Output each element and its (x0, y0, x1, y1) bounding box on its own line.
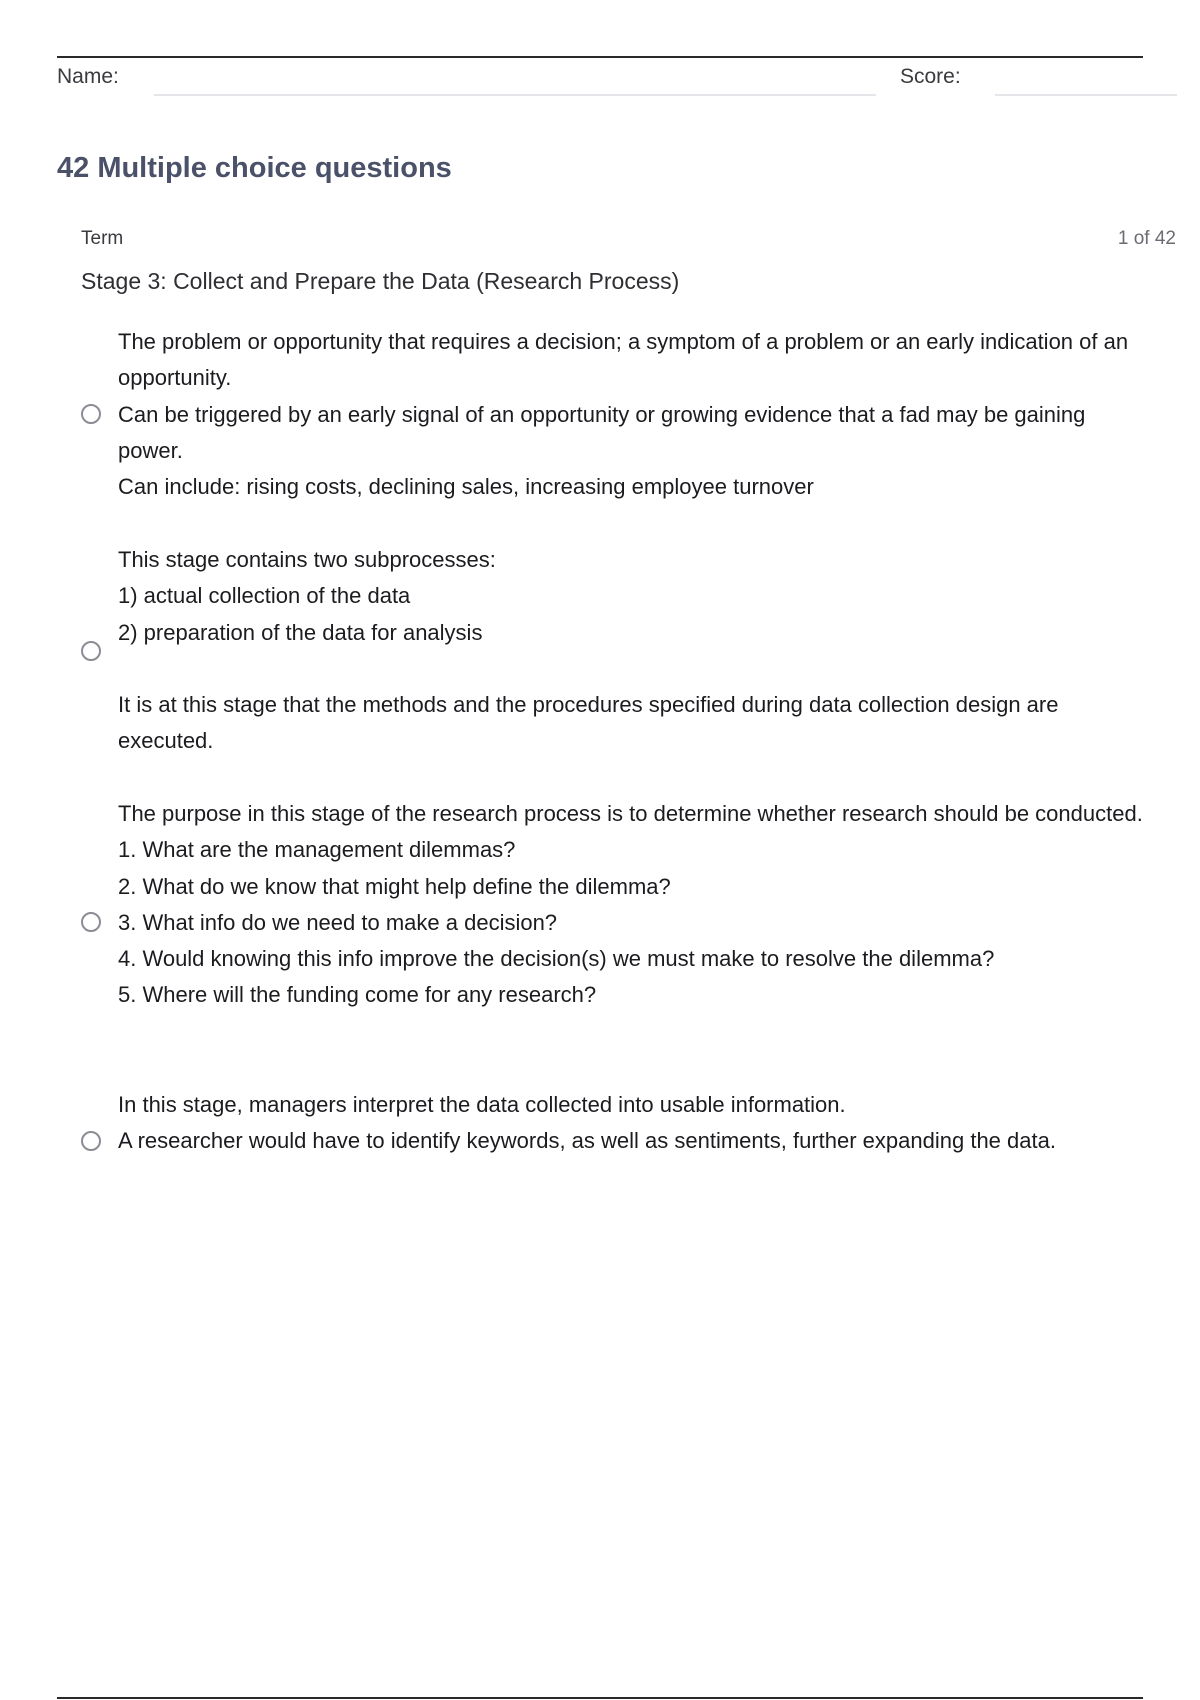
option-text: The purpose in this stage of the research process is to determine whether research should be conducted. 1. What are the management dilemmas? 2. What do we know that might help define the dilemma? 3. What info do we need to make a decision? 4. Would knowing this info improve the decision(s) we must make to resolve the dilemma? 5. Where will the funding come for any research? (118, 801, 1143, 1008)
bottom-divider (57, 1697, 1143, 1699)
header-row (57, 62, 1177, 98)
top-divider (57, 56, 1143, 58)
name-label: Name: (57, 65, 119, 88)
score-field[interactable] (995, 94, 1177, 96)
radio-button[interactable] (81, 1131, 101, 1151)
name-field[interactable] (154, 94, 876, 96)
term-label: Term (81, 228, 124, 249)
option-text: In this stage, managers interpret the data collected into usable information. A researcher would have to identify keywords, as well as sentiments, further expanding the data. (118, 1092, 1056, 1154)
score-label: Score: (900, 65, 961, 88)
radio-button[interactable] (81, 912, 101, 932)
radio-button[interactable] (81, 404, 101, 424)
section-title: 42 Multiple choice questions (57, 152, 452, 184)
term-text: Stage 3: Collect and Prepare the Data (Research Process) (81, 268, 680, 294)
radio-button[interactable] (81, 641, 101, 661)
option-text: This stage contains two subprocesses: 1) actual collection of the data 2) preparation of the data for analysis It is at this stage that the methods and the procedures specified during data collection design are executed. (118, 547, 1059, 754)
option-text: The problem or opportunity that requires a decision; a symptom of a problem or an early indication of an opportunity. Can be triggered by an early signal of an opportunity or growing evidence that a fad may be gaining power. Can include: rising costs, declining sales, increasing employee turnover (118, 329, 1129, 500)
question-counter: 1 of 42 (1117, 228, 1176, 249)
